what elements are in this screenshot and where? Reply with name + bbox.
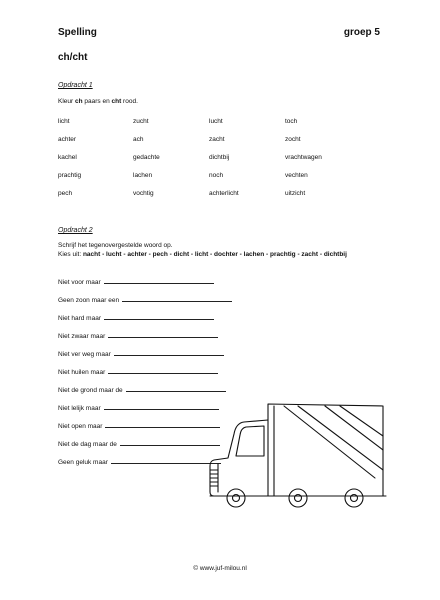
answer-row <box>58 456 221 466</box>
prompt-text: Niet hard maar <box>58 315 101 322</box>
answer-blank[interactable] <box>104 312 214 320</box>
instruction-text: rood. <box>121 98 138 105</box>
worksheet-subtitle: ch/cht <box>58 52 88 63</box>
word-item: prachtig <box>58 172 82 179</box>
group-label: groep 5 <box>343 27 380 38</box>
truck-grille <box>210 464 218 492</box>
answer-row <box>58 294 232 304</box>
exercise2-heading: Opdracht 2 <box>58 227 93 234</box>
answer-row <box>58 330 218 340</box>
truck-window <box>236 426 264 456</box>
exercise2-choose-line <box>58 251 347 258</box>
answer-row <box>58 366 218 376</box>
prompt-text: Niet de dag maar de <box>58 441 117 448</box>
answer-row <box>58 384 226 394</box>
instruction-text: paars en <box>82 98 112 105</box>
answer-blank[interactable] <box>104 276 214 284</box>
instruction-text: Kleur <box>58 98 75 105</box>
truck-wheel <box>289 489 307 507</box>
word-item: pech <box>58 190 73 197</box>
answer-blank[interactable] <box>114 348 224 356</box>
word-item: gedachte <box>133 154 160 161</box>
word-item: vrachtwagen <box>285 154 322 161</box>
word-item: noch <box>209 172 224 179</box>
instruction-cht: cht <box>111 98 122 105</box>
word-item: zucht <box>133 118 149 125</box>
prompt-text: Niet zwaar maar <box>58 333 106 340</box>
prompt-text: Niet lelijk maar <box>58 405 101 412</box>
word-item: zocht <box>285 136 301 143</box>
truck-stripe <box>340 406 383 436</box>
word-item: ach <box>133 136 144 143</box>
instruction-ch: ch <box>74 98 83 105</box>
word-item: toch <box>285 118 298 125</box>
prompt-text: Niet de grond maar de <box>58 387 123 394</box>
exercise2-instruction: Schrijf het tegenovergestelde woord op. <box>58 242 173 249</box>
prompt-text: Geen geluk maar <box>58 459 108 466</box>
truck-cargo-box <box>268 404 383 496</box>
word-item: dichtbij <box>209 154 230 161</box>
prompt-text: Niet open maar <box>58 423 103 430</box>
word-item: zacht <box>209 136 225 143</box>
exercise1-heading: Opdracht 1 <box>58 82 93 89</box>
answer-row <box>58 420 220 430</box>
answer-row <box>58 312 214 322</box>
word-item: vechten <box>285 172 308 179</box>
answer-row <box>58 438 220 448</box>
word-item: licht <box>58 118 70 125</box>
truck-wheel <box>345 489 363 507</box>
answer-blank[interactable] <box>126 384 226 392</box>
word-item: achter <box>58 136 77 143</box>
prompt-text: Geen zoon maar een <box>58 297 120 304</box>
answer-row <box>58 276 214 286</box>
truck-wheel <box>227 489 245 507</box>
answer-row <box>58 348 224 358</box>
copyright-footer: © www.juf-milou.nl <box>193 565 247 572</box>
word-item: kachel <box>58 154 77 161</box>
word-item: lucht <box>209 118 223 125</box>
word-item: uitzicht <box>285 190 306 197</box>
prompt-text: Niet ver weg maar <box>58 351 111 358</box>
answer-blank[interactable] <box>122 294 232 302</box>
choose-label: Kies uit: <box>58 251 83 258</box>
truck-cab <box>210 420 268 496</box>
truck-stripe <box>298 406 383 470</box>
truck-stripe <box>325 406 383 450</box>
choose-words: nacht - lucht - achter - pech - dicht - licht - dochter - lachen - prachtig - zacht - dichtbij <box>82 251 347 258</box>
exercise1-instruction <box>58 98 138 105</box>
truck-stripe <box>284 406 375 478</box>
prompt-text: Niet voor maar <box>58 279 101 286</box>
answer-blank[interactable] <box>108 366 218 374</box>
prompt-text: Niet huilen maar <box>58 369 106 376</box>
answer-row <box>58 402 219 412</box>
word-item: lachen <box>133 172 153 179</box>
answer-blank[interactable] <box>108 330 218 338</box>
word-item: vochtig <box>133 190 154 197</box>
word-item: achterlicht <box>209 190 239 197</box>
truck-icon <box>200 400 390 515</box>
worksheet-title: Spelling <box>58 27 97 38</box>
